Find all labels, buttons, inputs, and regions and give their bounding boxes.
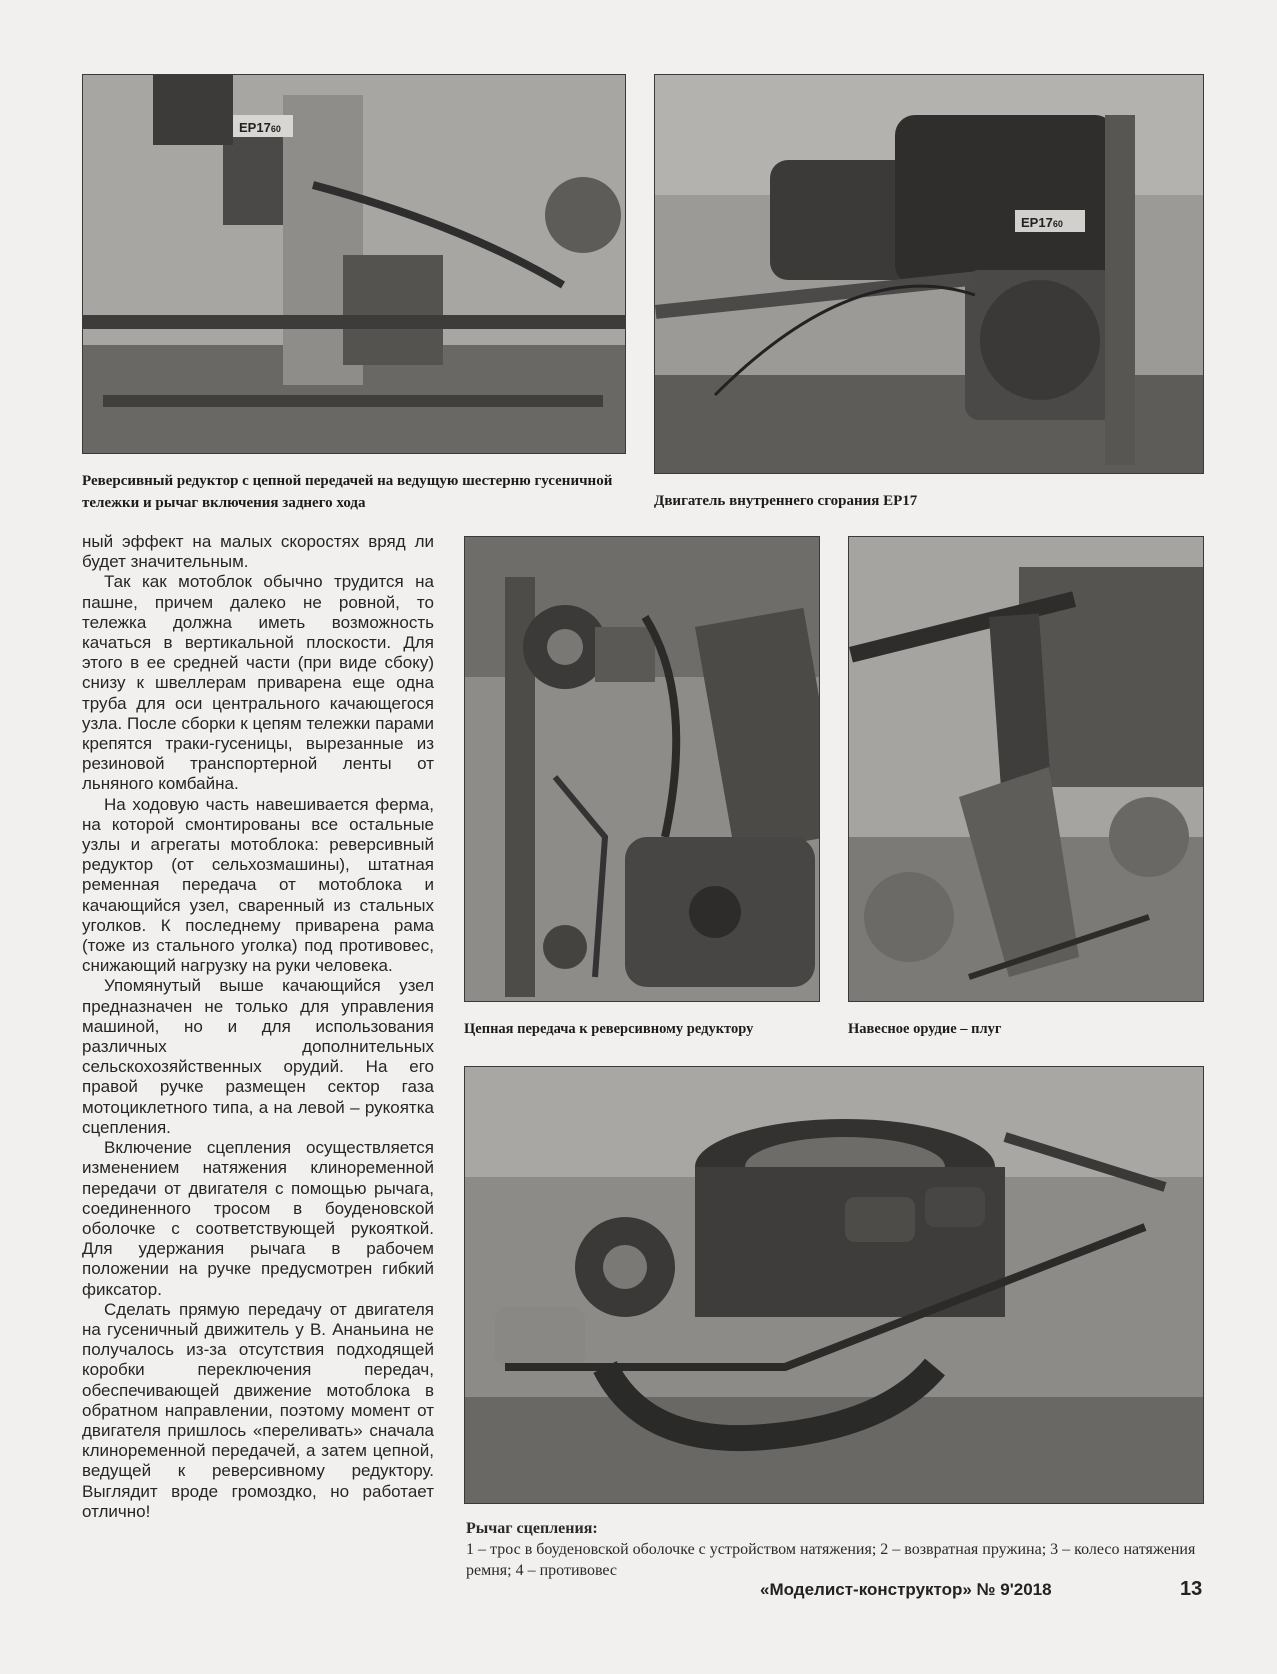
caption-chain-drive: Цепная передача к реверсивному редуктору [464,1021,754,1037]
caption-reverse-gearbox: Реверсивный редуктор с цепной передачей на ведущую шестерню гусеничной тележки и рычаг включения заднего хода [82,473,613,511]
article-body [82,532,434,1522]
engine-label: EP1760 [1021,215,1063,230]
article-paragraph: Так как мотоблок обычно трудится на пашне, причем далеко не ровной, то тележка должна иметь возможность качаться в вертикальной плоскости. Для этого в ее средней части (при виде сбоку) снизу к швеллерам приварена еще одна труба для оси центрального качающегося узла. После сборки к цепям тележки парами крепятся траки-гусеницы, вырезанные из резиновой транспортерной ленты от льняного комбайна. [82,572,434,794]
reverse-gearbox-photo-icon [83,75,625,453]
engine-label: EP1760 [239,120,281,135]
caption-clutch-lever [466,1518,1206,1581]
photo-reverse-gearbox [82,74,626,454]
engine-label-sub: 60 [1052,219,1063,229]
caption-plough: Навесное орудие – плуг [848,1021,1002,1037]
photo-engine [654,74,1204,474]
caption-clutch-lever-text: 1 – трос в боуденовской оболочке с устройством натяжения; 2 – возвратная пружина; 3 – колесо натяжения ремня; 4 – противовес [466,1541,1196,1579]
caption-engine: Двигатель внутреннего сгорания ЕР17 [654,493,918,509]
caption-clutch-lever-title: Рычаг сцепления: [466,1520,598,1537]
article-paragraph: Сделать прямую передачу от двигателя на гусеничный движитель у В. Ананьина не получалось из-за отсутствия подходящей коробки переключения передач, обеспечивающей движение мотоблока в обратном направлении, поэтому момент от двигателя пришлось «переливать» сначала клиноременной передачей, а затем цепной, ведущей к реверсивному редуктору. Выглядит вроде громоздко, но работает отлично! [82,1299,434,1521]
article-paragraph: ный эффект на малых скоростях вряд ли будет значительным. [82,532,434,572]
engine-photo-icon [655,75,1203,473]
article-paragraph: Упомянутый выше качающийся узел предназначен не только для управления машиной, но и для использования различных дополнительных сельскохозяйственных орудий. На его правой ручке размещен сектор газа мотоциклетного типа, а на левой – рукоятка сцепления. [82,976,434,1137]
photo-clutch-lever [464,1066,1204,1504]
engine-label-sub: 60 [270,124,281,134]
photo-chain-drive [464,536,820,1002]
chain-drive-photo-icon [465,537,819,1001]
article-paragraph: На ходовую часть навешивается ферма, на которой смонтированы все остальные узлы и агрегаты мотоблока: реверсивный редуктор (от сельхозмашины), штатная ременная передача от мотоблока и качающийся узел, сваренный из стальных уголков. К последнему приварена рама (тоже из стального уголка) под противовес, снижающий нагрузку на руки человека. [82,794,434,976]
plough-photo-icon [849,537,1203,1001]
article-paragraph: Включение сцепления осуществляется изменением натяжения клиноременной передачи от двигателя с помощью рычага, соединенного тросом в боуденовской оболочке с соответствующей рукояткой. Для удержания рычага в рабочем положении на ручке предусмотрен гибкий фиксатор. [82,1138,434,1299]
magazine-footer: «Моделист-конструктор» № 9'2018 [760,1580,1052,1599]
photo-plough [848,536,1204,1002]
clutch-lever-photo-icon [465,1067,1203,1503]
page-number: 13 [1180,1578,1203,1600]
